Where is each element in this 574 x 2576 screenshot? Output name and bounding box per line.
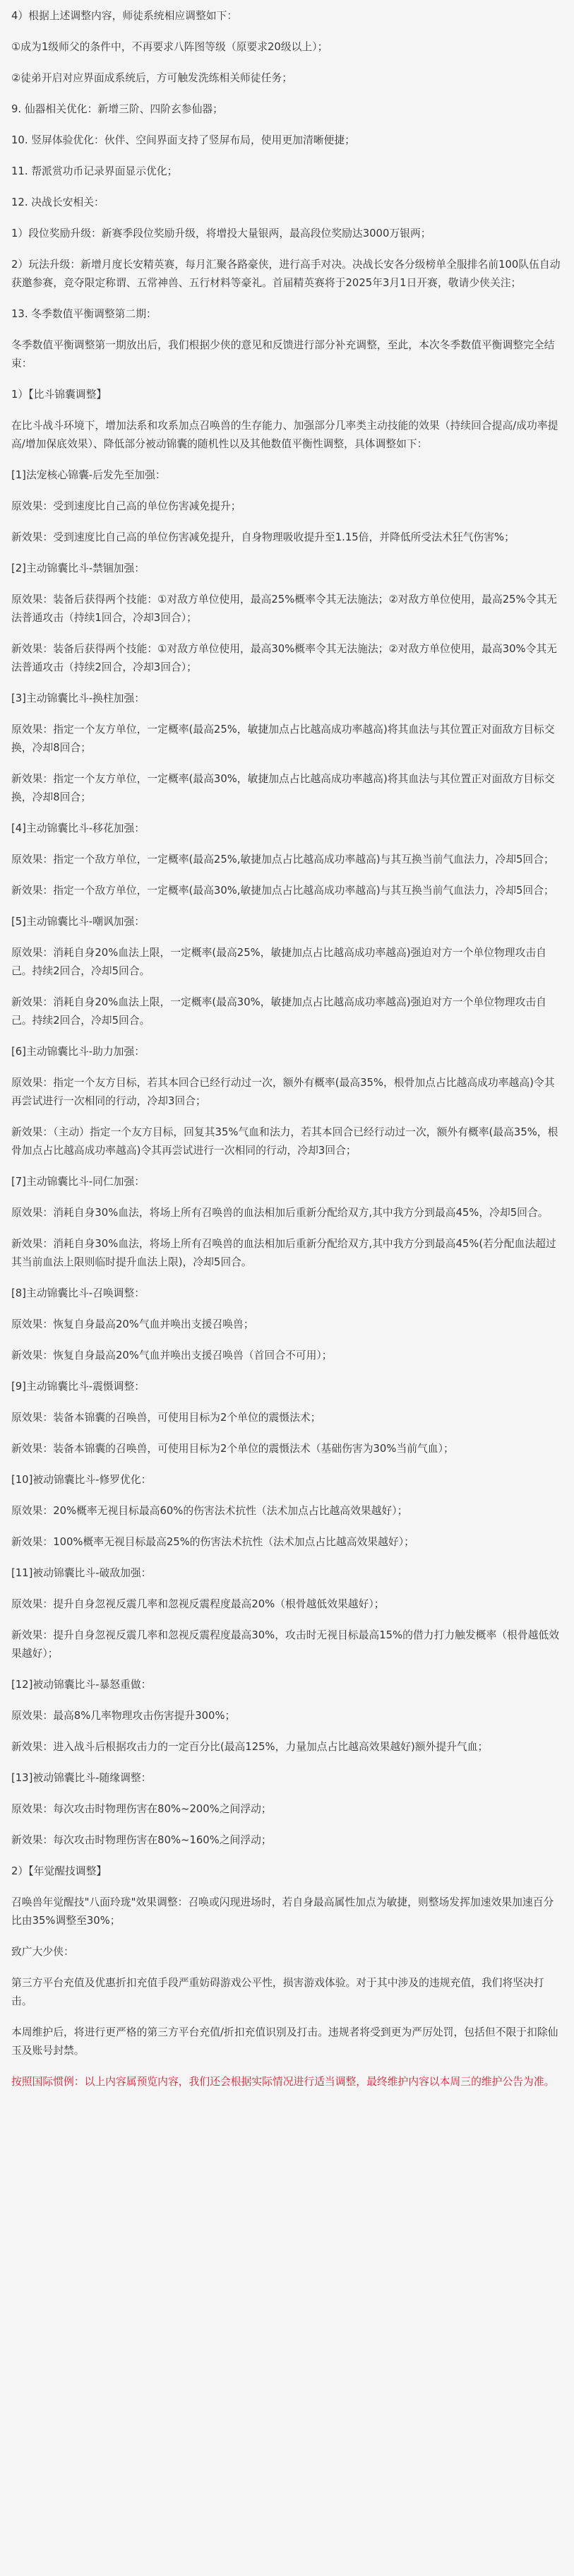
paragraph: 新效果：消耗自身20%血法上限，一定概率(最高30%，敏捷加点占比越高成功率越高)强迫对方一个单位物理攻击自己。持续2回合，冷却5回合。	[11, 996, 546, 1027]
paragraph: 新效果：恢复自身最高20%气血并唤出支援召唤兽（首回合不可用）；	[11, 1349, 333, 1361]
paragraph: 13. 冬季数值平衡调整第二期：	[11, 308, 157, 320]
paragraph: 原效果：消耗自身30%血法，将场上所有召唤兽的血法相加后重新分配给双方,其中我方分到最高45%，冷却5回合。	[11, 1207, 549, 1219]
paragraph: 冬季数值平衡调整第一期放出后，我们根据少侠的意见和反馈进行部分补充调整，至此，本次冬季数值平衡调整完全结束：	[11, 339, 555, 370]
paragraph: [11]被动锦囊比斗-破敌加强：	[11, 1567, 152, 1579]
paragraph: 新效果：受到速度比自己高的单位伤害减免提升，自身物理吸收提升至1.15倍，并降低所受法术狂气伤害%；	[11, 531, 515, 543]
paragraph: 新效果：100%概率无视目标最高25%的伤害法术抗性（法术加点占比越高效果越好）；	[11, 1536, 414, 1548]
paragraph: 原效果：指定一个友方单位，一定概率(最高25%，敏捷加点占比越高成功率越高)将其血法与其位置正对面敌方目标交换，冷却8回合；	[11, 723, 555, 754]
paragraph: 10. 竖屏体验优化：伙伴、空间界面支持了竖屏布局，使用更加清晰便捷；	[11, 134, 355, 146]
paragraph: 2）【年觉醒技调整】	[11, 1865, 107, 1877]
paragraph: ①成为1级师父的条件中，不再要求八阵图等级（原要求20级以上）；	[11, 41, 328, 53]
paragraph: 第三方平台充值及优惠折扣充值手段严重妨碍游戏公平性，损害游戏体验。对于其中涉及的违规充值，我们将坚决打击。	[11, 1977, 544, 2007]
maintenance-notice: 按照国际惯例：以上内容属预览内容，我们还会根据实际情况进行适当调整，最终维护内容以本周三的维护公告为准。	[11, 2076, 555, 2088]
paragraph: [1]法宠核心锦囊-后发先至加强：	[11, 469, 166, 481]
paragraph: [2]主动锦囊比斗-禁锢加强：	[11, 562, 145, 574]
paragraph: 新效果：装备后获得两个技能：①对敌方单位使用，最高30%概率令其无法施法；②对敌方单位使用，最高30%令其无法普通攻击（持续2回合，冷却3回合）；	[11, 643, 557, 673]
paragraph: 4）根据上述调整内容，师徒系统相应调整如下：	[11, 10, 238, 22]
paragraph: 新效果：指定一个敌方单位，一定概率(最高30%,敏捷加点占比越高成功率越高)与其互换当前气血法力，冷却5回合；	[11, 885, 554, 897]
paragraph: 1）段位奖励升级：新赛季段位奖励升级，将增投大量银两，最高段位奖励达3000万银两；	[11, 228, 431, 240]
paragraph: 原效果：装备本锦囊的召唤兽，可使用目标为2个单位的震慑法术；	[11, 1412, 321, 1424]
paragraph: 原效果：每次攻击时物理伤害在80%~200%之间浮动；	[11, 1803, 272, 1815]
paragraph: 致广大少侠：	[11, 1946, 74, 1958]
paragraph: 新效果：提升自身忽视反震几率和忽视反震程度最高30%，攻击时无视目标最高15%的借力打力触发概率（根骨越低效果越好）；	[11, 1629, 560, 1660]
paragraph: 原效果：指定一个敌方单位，一定概率(最高25%,敏捷加点占比越高成功率越高)与其互换当前气血法力，冷却5回合；	[11, 853, 554, 865]
paragraph: [7]主动锦囊比斗-同仁加强：	[11, 1176, 145, 1188]
paragraph: [6]主动锦囊比斗-助力加强：	[11, 1046, 145, 1058]
paragraph: 11. 帮派赏功币记录界面显示优化；	[11, 165, 178, 177]
paragraph: [4]主动锦囊比斗-移花加强：	[11, 822, 145, 834]
paragraph: [13]被动锦囊比斗-随缘调整：	[11, 1772, 152, 1784]
paragraph: ②徒弟开启对应界面成系统后，方可触发洗练相关师徒任务；	[11, 72, 292, 84]
paragraph: 新效果：（主动）指定一个友方目标，回复其35%气血和法力，若其本回合已经行动过一次，额外有概率(最高35%，根骨加点占比越高成功率越高)令其再尝试进行一次相同的行动，冷却3回合；	[11, 1126, 558, 1157]
paragraph: 召唤兽年觉醒技"八面玲珑"效果调整：召唤或闪现进场时，若自身最高属性加点为敏捷，则整场发挥加速效果加速百分比由35%调整至30%；	[11, 1896, 554, 1927]
paragraph: 12. 决战长安相关：	[11, 196, 104, 208]
paragraph: [10]被动锦囊比斗-修罗优化：	[11, 1474, 152, 1486]
paragraph: 原效果：提升自身忽视反震几率和忽视反震程度最高20%（根骨越低效果越好）；	[11, 1598, 385, 1610]
paragraph: 新效果：装备本锦囊的召唤兽，可使用目标为2个单位的震慑法术（基础伤害为30%当前气血）；	[11, 1443, 454, 1455]
paragraph: 原效果：指定一个友方目标，若其本回合已经行动过一次，额外有概率(最高35%，根骨加点占比越高成功率越高)令其再尝试进行一次相同的行动，冷却3回合；	[11, 1077, 555, 1107]
paragraph: [3]主动锦囊比斗-换柱加强：	[11, 692, 145, 704]
paragraph: 新效果：进入战斗后根据攻击力的一定百分比(最高125%，力量加点占比越高效果越好)额外提升气血；	[11, 1741, 489, 1753]
paragraph: [8]主动锦囊比斗-召唤调整：	[11, 1287, 145, 1299]
paragraph: 1）【比斗锦囊调整】	[11, 389, 107, 401]
paragraph: 本周维护后，将进行更严格的第三方平台充值/折扣充值识别及打击。违规者将受到更为严厉处罚，包括但不限于扣除仙玉及账号封禁。	[11, 2026, 558, 2057]
paragraph: 原效果：最高8%几率物理攻击伤害提升300%；	[11, 1710, 236, 1722]
paragraph: [5]主动锦囊比斗-嘲讽加强：	[11, 916, 145, 928]
paragraph: 新效果：消耗自身30%血法，将场上所有召唤兽的血法相加后重新分配给双方,其中我方分到最高45%(若分配血法超过其当前血法上限则临时提升血法上限)，冷却5回合。	[11, 1238, 556, 1268]
paragraph: 原效果：恢复自身最高20%气血并唤出支援召唤兽；	[11, 1318, 254, 1330]
paragraph: [12]被动锦囊比斗-暴怒重做：	[11, 1679, 152, 1691]
paragraph: 2）玩法升级：新增月度长安精英赛，每月汇聚各路豪侠，进行高手对决。决战长安各分级榜单全服排名前100队伍自动获邀参赛，竞夺限定称谓、五常神兽、五行材料等豪礼。首届精英赛将于2025年3月1日开赛，敬请少侠关注；	[11, 259, 561, 289]
paragraph: 新效果：每次攻击时物理伤害在80%~160%之间浮动；	[11, 1834, 272, 1846]
paragraph: 原效果：受到速度比自己高的单位伤害减免提升；	[11, 500, 241, 512]
paragraph: 9. 仙器相关优化：新增三阶、四阶玄参仙器；	[11, 103, 223, 115]
paragraph: 原效果：20%概率无视目标最高60%的伤害法术抗性（法术加点占比越高效果越好）；	[11, 1505, 408, 1517]
paragraph: 原效果：消耗自身20%血法上限，一定概率(最高25%，敏捷加点占比越高成功率越高)强迫对方一个单位物理攻击自己。持续2回合，冷却5回合。	[11, 947, 546, 977]
paragraph: 在比斗战斗环境下，增加法系和攻系加点召唤兽的生存能力、加强部分几率类主动技能的效果（持续回合提高/成功率提高/增加保底效果）、降低部分被动锦囊的随机性以及其他数值平衡性调整，具体调整如下：	[11, 420, 558, 450]
paragraph: [9]主动锦囊比斗-震慑调整：	[11, 1381, 145, 1393]
paragraph: 原效果：装备后获得两个技能：①对敌方单位使用，最高25%概率令其无法施法；②对敌方单位使用，最高25%令其无法普通攻击（持续1回合，冷却3回合）；	[11, 593, 557, 624]
paragraph: 新效果：指定一个友方单位，一定概率(最高30%，敏捷加点占比越高成功率越高)将其血法与其位置正对面敌方目标交换，冷却8回合；	[11, 773, 555, 803]
